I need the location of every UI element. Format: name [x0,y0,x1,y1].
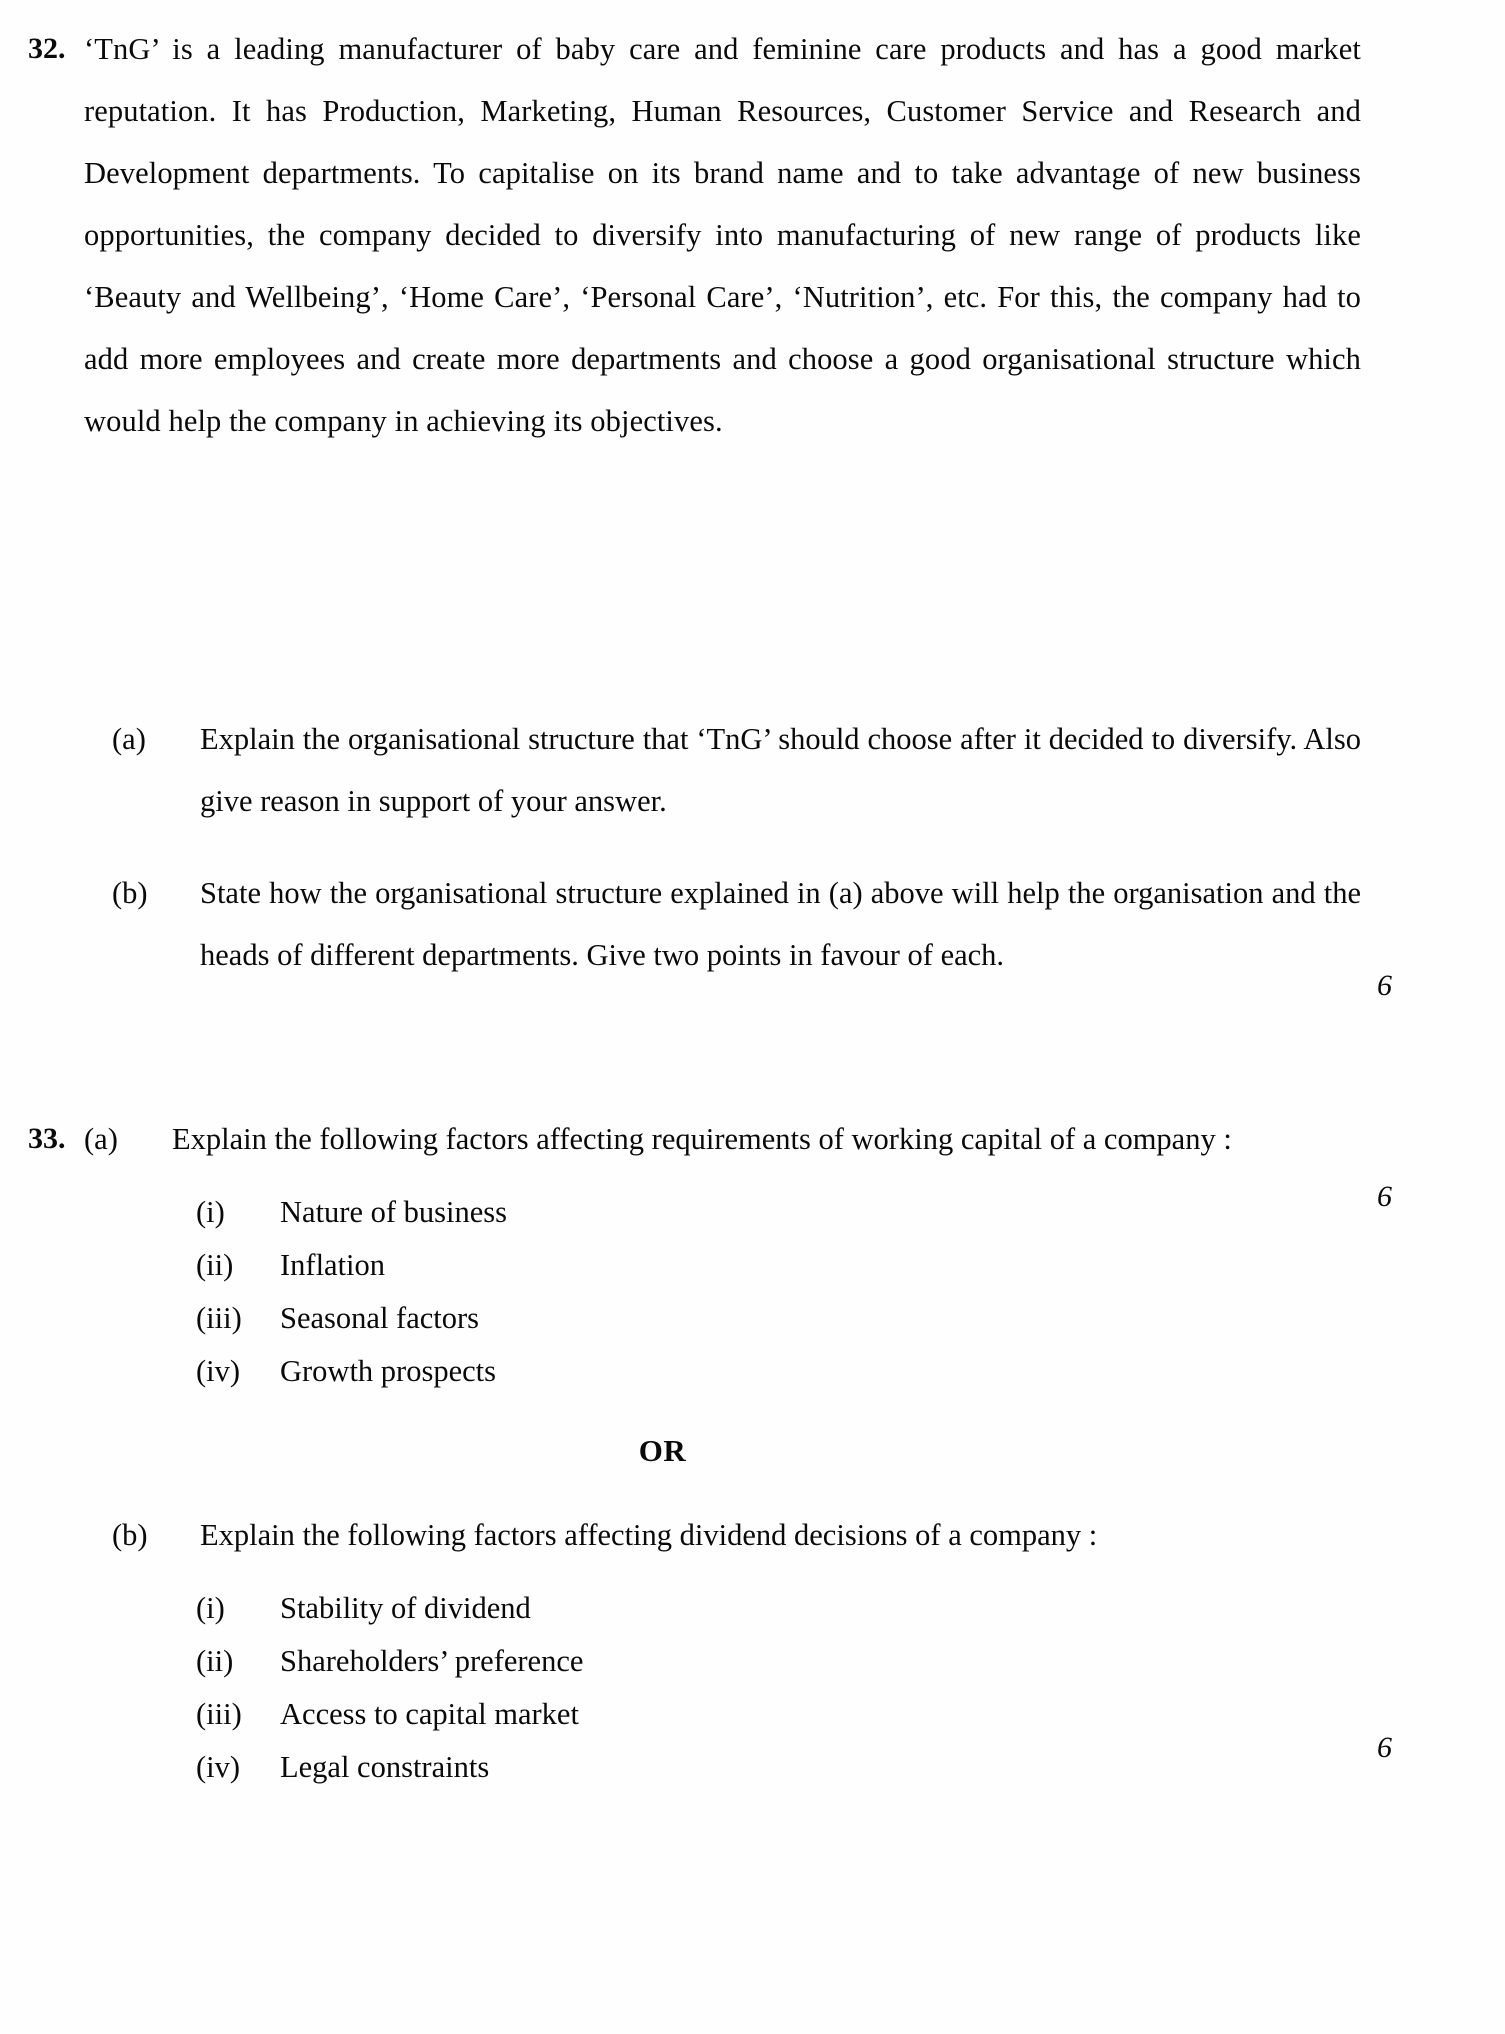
list-item [196,1635,1505,1688]
list-item [196,1186,1505,1239]
list-item [196,1345,1505,1398]
list-item-numeral: (ii) [196,1644,234,1678]
question-32-passage: ‘TnG’ is a leading manufacturer of baby care and feminine care products and has a good market reputation. It has Production, Marketing, Human Resources, Customer Service and Research and Development departments. To capitalise on its brand name and to take advantage of new business opportunities, the company decided to diversify into manufacturing of new range of products like ‘Beauty and Wellbeing’, ‘Home Care’, ‘Personal Care’, ‘Nutrition’, etc. For this, the company had to add more employees and create more departments and choose a good organisational structure which would help the company in achieving its objectives. [84,32,1361,438]
question-33-part-b-text: Explain the following factors affecting dividend decisions of a company : [200,1518,1098,1552]
question-32-part-a [112,708,1505,832]
question-33-part-a-list [196,1186,1505,1398]
question-33-part-b-list [196,1582,1505,1794]
question-32-part-a-label: (a) [112,722,146,756]
question-33-part-a-text: Explain the following factors affecting requirements of working capital of a company : [172,1122,1232,1156]
list-item-numeral: (iii) [196,1697,242,1731]
question-32-number: 32. [28,32,66,65]
list-item-label: Growth prospects [280,1354,497,1388]
list-item-label: Access to capital market [280,1697,579,1731]
list-item-numeral: (iv) [196,1354,241,1388]
list-item-label: Nature of business [280,1195,508,1229]
list-item-numeral: (iii) [196,1301,242,1335]
list-item-label: Inflation [280,1248,386,1282]
question-32-body [84,18,1505,452]
question-33-part-b [112,1504,1505,1566]
list-item [196,1292,1505,1345]
list-item-numeral: (i) [196,1195,225,1229]
question-33-part-a-label: (a) [84,1122,118,1156]
question-32-part-b-marks: 6 [1377,969,1392,1002]
list-item-label: Shareholders’ preference [280,1644,584,1678]
list-item-label: Seasonal factors [280,1301,480,1335]
list-item [196,1741,1505,1794]
question-33-part-a-marks: 6 [1377,1180,1392,1213]
list-item [196,1582,1505,1635]
question-32-part-b-label: (b) [112,876,148,910]
list-item-label: Legal constraints [280,1750,490,1784]
question-32-part-b-text: State how the organisational structure explained in (a) above will help the organisation and the heads of different departments. Give two points in favour of each. [200,876,1361,972]
question-33 [0,1108,1505,1794]
list-item [196,1239,1505,1292]
list-item-numeral: (iv) [196,1750,241,1784]
or-divider: OR [638,1433,687,1468]
list-item [196,1688,1505,1741]
list-item-label: Stability of dividend [280,1591,531,1625]
question-32-part-a-text: Explain the organisational structure that ‘TnG’ should choose after it decided to diversify. Also give reason in support of your answer. [200,722,1361,818]
question-32 [0,18,1505,452]
list-item-numeral: (ii) [196,1248,234,1282]
question-33-part-b-label: (b) [112,1518,148,1552]
question-33-number: 33. [28,1122,66,1155]
question-33-part-b-marks: 6 [1377,1731,1392,1764]
question-32-part-b [112,862,1505,986]
list-item-numeral: (i) [196,1591,225,1625]
question-33-part-a-row [0,1108,1505,1170]
